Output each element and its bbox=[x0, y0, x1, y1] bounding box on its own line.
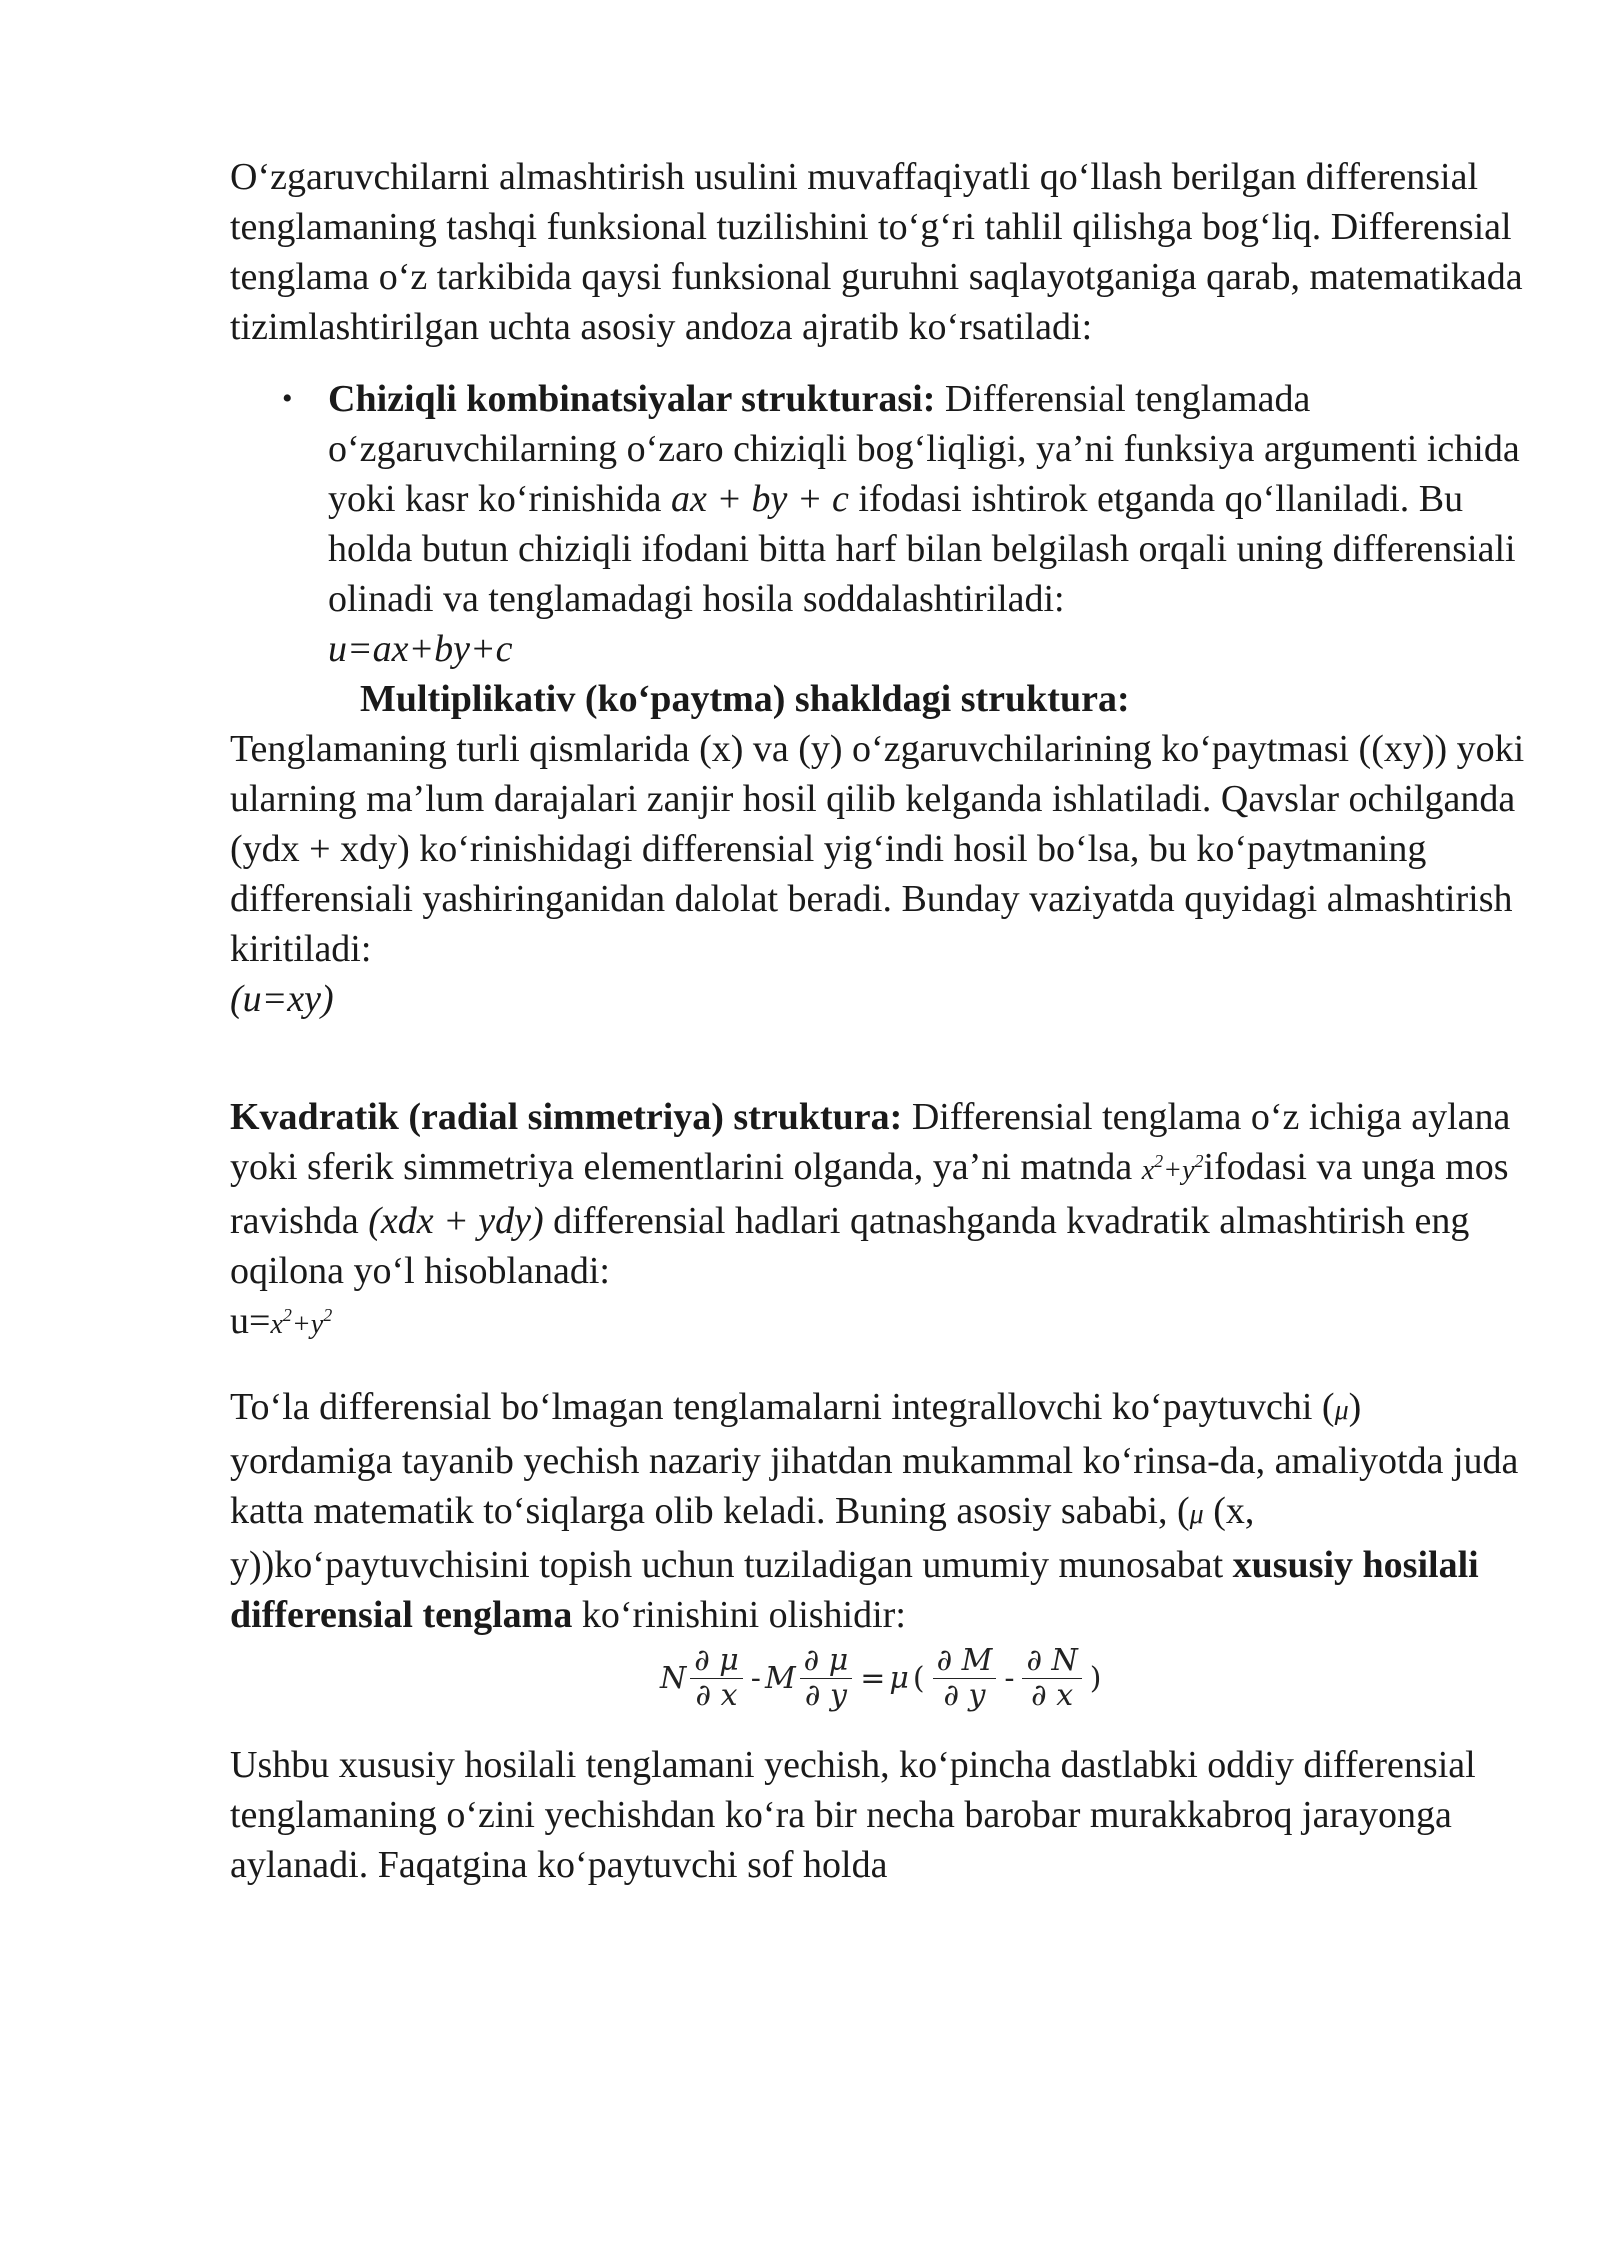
closing-paragraph: Ushbu xususiy hosilali tenglamani yechish, ko‘pincha dastlabki oddiy differensial tenglamaning o‘zini yechishdan ko‘ra bir necha barobar murakkabroq jarayonga aylanadi. Faqatgina ko‘paytuvchi sof holda bbox=[230, 1744, 1476, 1886]
bullet-linear-paragraph bbox=[328, 374, 1530, 624]
quadratic-formula: $u=x^2+y^2$ bbox=[230, 1300, 333, 1342]
fraction-dM-dy: $\frac{\partial M}{\partial y}$ bbox=[933, 1644, 997, 1713]
intro-paragraph: O‘zgaruvchilarni almashtirish usulini muvaffaqiyatli qo‘llash berilgan differensial tenglamaning tashqi funksional tuzilishini to‘g‘ri tahlil qilishga bog‘liq. Differensial tenglama o‘z tarkibida qaysi funksional guruhni saqlayotganiga qarab, matematikada tizimlashtirilgan uchta asosiy andoza ajratib ko‘rsatiladi: bbox=[230, 156, 1523, 348]
pde-equation: N $\frac{\partial \mu}{\partial x}$ - M $\frac{\partial \mu}{\partial y}$ = μ ( $\frac{\partial M}{\partial y}$ - $\frac{\partial N}{\partial x}$ ) bbox=[660, 1643, 1102, 1713]
multiplicative-paragraph: Tenglamaning turli qismlarida (x) va (y) o‘zgaruvchilarining ko‘paytmasi ((xy)) yoki ularning ma’lum darajalari zanjir hosil qilib kelganda ishlatiladi. Qavslar ochilganda (ydx + xdy) ko‘rinishidagi differensial yig‘indi hosil bo‘lsa, bu ko‘paytmaning differensiali yashiringanidan dalolat beradi. Bunday vaziyatda quyidagi almashtirish kiritiladi: bbox=[230, 728, 1525, 970]
document-page bbox=[230, 152, 1530, 1890]
multiplicative-formula: (u=xy) bbox=[230, 978, 334, 1020]
fraction-dmu-dx: $\frac{\partial \mu}{\partial x}$ bbox=[690, 1644, 743, 1713]
radial-differential-expression: (xdx + ydy) bbox=[368, 1200, 544, 1242]
quadratic-paragraph: Kvadratik (radial simmetriya) struktura: Differensial tenglama o‘z ichiga aylana yoki sferik simmetriya elementlarini olganda, ya’ni matnda $x^2+y^2ifodasi$ va unga mos ravishda (xdx + ydy) differensial hadlari qatnashganda kvadratik almashtirish eng oqilona yo‘l hisoblanadi: bbox=[230, 1096, 1511, 1292]
fraction-dN-dx: $\frac{\partial N}{\partial x}$ bbox=[1022, 1644, 1081, 1713]
bullet-linear-combination bbox=[230, 374, 1530, 674]
bullet-marker: • bbox=[282, 382, 293, 415]
multiplicative-heading: Multiplikativ (ko‘paytma) shakldagi struktura: bbox=[360, 678, 1130, 720]
integrating-factor-paragraph: To‘la differensial bo‘lmagan tenglamalarni integrallovchi ko‘paytuvchi (μ) yordamiga tayanib yechish nazariy jihatdan mukammal ko‘rinsa-da, amaliyotda juda katta matematik to‘siqlarga olib keladi. Buning asosiy sababi, (μ (x, y))ko‘paytuvchisini topish uchun tuziladigan umumiy munosabat xususiy hosilali differensial tenglama ko‘rinishini olishidir: bbox=[230, 1386, 1519, 1636]
bullet-linear-title: Chiziqli kombinatsiyalar strukturasi: bbox=[328, 378, 936, 420]
bullet-linear-text-a: Differensial tenglamada o‘zgaruvchilarning o‘zaro chiziqli bog‘liqligi, ya’ni funksiya argumenti ichida yoki kasr ko‘rinishida bbox=[328, 378, 1520, 520]
pde-term: xususiy hosilali differensial tenglama bbox=[230, 1544, 1479, 1636]
mu-symbol: μ bbox=[1189, 1499, 1204, 1530]
fraction-dmu-dy: $\frac{\partial \mu}{\partial y}$ bbox=[800, 1644, 853, 1713]
quadratic-title: Kvadratik (radial simmetriya) struktura: bbox=[230, 1096, 903, 1138]
linear-formula: u=ax+by+c bbox=[328, 628, 513, 670]
bullet-linear-text-b: ifodasi ishtirok etganda qo‘llaniladi. Bu holda butun chiziqli ifodani bitta harf bilan belgilash orqali uning differensiali olinadi va tenglamadagi hosila soddalashtiriladi: bbox=[328, 478, 1516, 620]
mu-symbol: μ bbox=[1334, 1395, 1349, 1426]
quadratic-inline-expression: $x^2+y^2$ bbox=[1141, 1151, 1204, 1186]
linear-expression: ax + by + c bbox=[671, 478, 849, 520]
